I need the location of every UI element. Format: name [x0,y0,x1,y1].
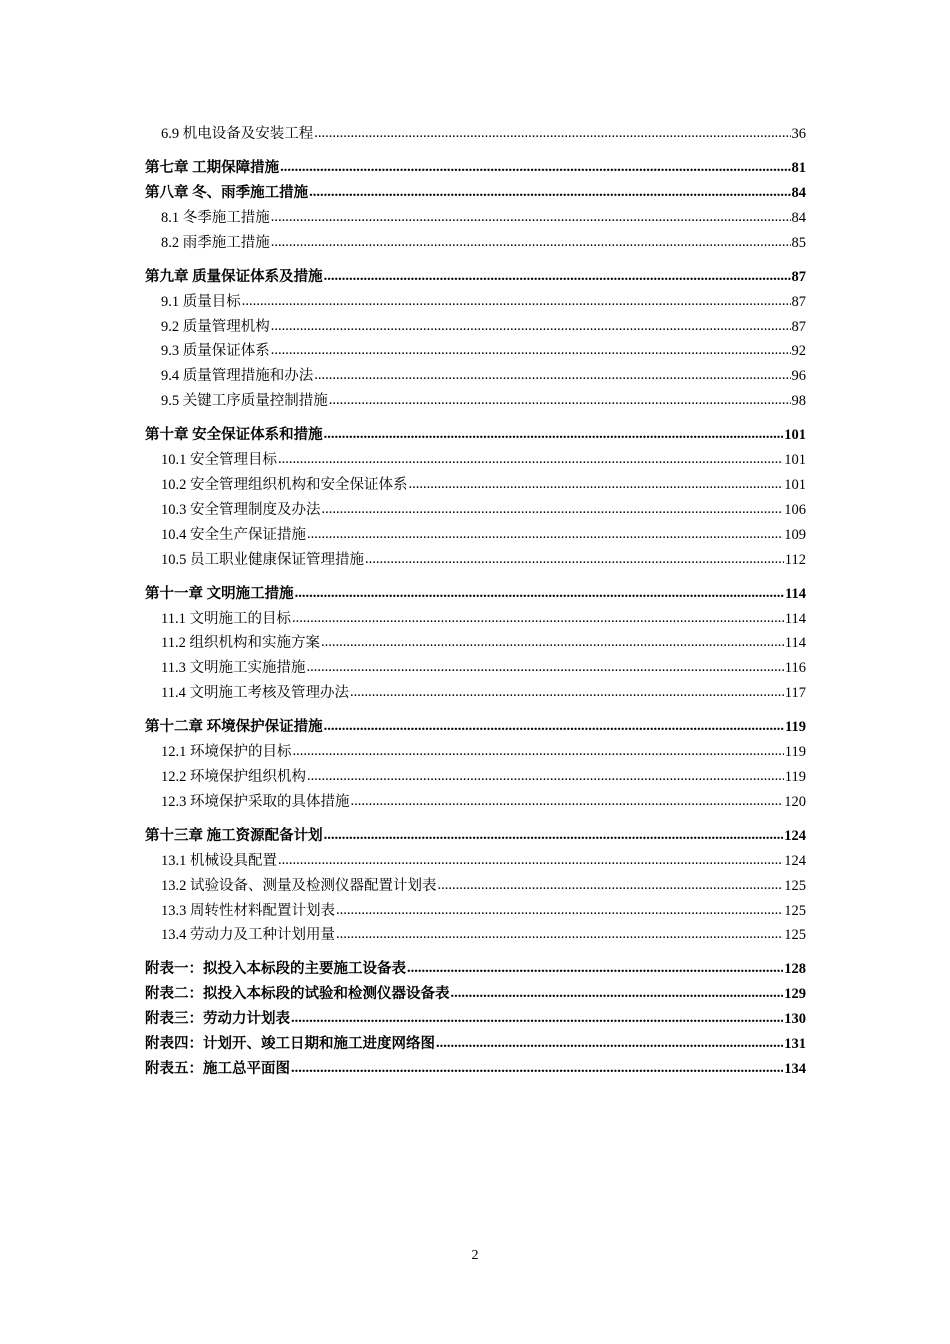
toc-entry-title: 13.2 试验设备、测量及检测仪器配置计划表 [161,877,437,894]
toc-chapter-entry[interactable] [145,1061,806,1077]
toc-entry-title: 第十三章 施工资源配备计划 [145,827,323,844]
toc-entry-page: 114 [784,610,806,627]
toc-entry-page: 101 [784,477,806,494]
toc-entry-page: 119 [784,744,806,761]
toc-entry-title: 第十二章 环境保护保证措施 [145,719,323,736]
dot-leader [324,828,784,840]
toc-entry-title: 第八章 冬、雨季施工措施 [145,184,309,201]
toc-entry-title: 10.3 安全管理制度及办法 [161,501,321,518]
dot-leader [438,878,784,890]
toc-entry-title: 10.2 安全管理组织机构和安全保证体系 [161,477,408,494]
toc-section-entry[interactable] [145,769,806,794]
toc-section-entry[interactable] [145,235,806,260]
toc-entry-title: 11.4 文明施工考核及管理办法 [161,685,349,702]
toc-entry-title: 附表五：施工总平面图 [145,1061,290,1078]
toc-entry-page: 85 [791,234,806,251]
toc-entry-page: 131 [784,1036,806,1053]
toc-section-entry[interactable] [145,611,806,636]
toc-entry-page: 98 [791,393,806,410]
toc-chapter-entry[interactable] [145,586,806,602]
toc-entry-page: 84 [791,209,806,226]
page-number: 2 [471,1248,479,1263]
dot-leader [407,961,783,973]
toc-section-entry[interactable] [145,685,806,710]
toc-chapter-entry[interactable] [145,160,806,176]
toc-entry-page: 87 [791,318,806,335]
dot-leader [314,368,790,380]
toc-entry-title: 9.1 质量目标 [161,293,241,310]
toc-entry-title: 附表三：劳动力计划表 [145,1011,290,1028]
dot-leader [324,427,784,439]
table-of-contents [145,126,806,1086]
toc-entry-title: 第七章 工期保障措施 [145,159,280,176]
toc-entry-page: 112 [784,551,806,568]
dot-leader [295,586,784,598]
toc-entry-title: 10.5 员工职业健康保证管理措施 [161,551,364,568]
toc-entry-title: 9.2 质量管理机构 [161,318,270,335]
toc-entry-page: 125 [784,902,806,919]
toc-section-entry[interactable] [145,794,806,819]
dot-leader [271,319,791,331]
toc-chapter-entry[interactable] [145,719,806,735]
dot-leader [351,794,784,806]
toc-entry-page: 119 [785,719,806,736]
dot-leader [336,927,783,939]
toc-entry-title: 12.3 环境保护采取的具体措施 [161,793,350,810]
toc-entry-title: 9.5 关键工序质量控制措施 [161,393,328,410]
toc-section-entry[interactable] [145,552,806,577]
toc-section-entry[interactable] [145,853,806,878]
toc-section-entry[interactable] [145,635,806,660]
toc-entry-title: 6.9 机电设备及安装工程 [161,126,314,142]
toc-entry-page: 119 [784,769,806,786]
toc-section-entry[interactable] [145,126,806,151]
toc-entry-page: 109 [784,526,806,543]
toc-entry-page: 128 [784,961,806,978]
toc-entry-page: 134 [784,1061,806,1078]
toc-entry-page: 87 [791,293,806,310]
toc-entry-page: 114 [785,585,806,602]
dot-leader [307,769,784,781]
toc-entry-title: 9.4 质量管理措施和办法 [161,368,314,385]
toc-chapter-entry[interactable] [145,828,806,844]
dot-leader [314,126,790,138]
toc-entry-title: 附表二：拟投入本标段的试验和检测仪器设备表 [145,986,450,1003]
toc-entry-title: 9.3 质量保证体系 [161,343,270,360]
toc-section-entry[interactable] [145,319,806,344]
toc-entry-page: 96 [791,368,806,385]
toc-chapter-entry[interactable] [145,185,806,201]
toc-entry-page: 101 [784,452,806,469]
toc-entry-title: 13.4 劳动力及工种计划用量 [161,927,335,944]
dot-leader [436,1036,783,1048]
toc-section-entry[interactable] [145,502,806,527]
dot-leader [291,1011,783,1023]
toc-entry-title: 第十章 安全保证体系和措施 [145,427,323,444]
dot-leader [306,660,783,672]
toc-entry-title: 12.2 环境保护组织机构 [161,769,306,786]
dot-leader [292,611,784,623]
toc-section-entry[interactable] [145,294,806,319]
toc-entry-page: 130 [784,1011,806,1028]
toc-entry-title: 11.1 文明施工的目标 [161,610,291,627]
toc-section-entry[interactable] [145,477,806,502]
dot-leader [309,185,790,197]
toc-entry-page: 120 [784,793,806,810]
toc-entry-page: 92 [791,343,806,360]
dot-leader [451,986,784,998]
dot-leader [278,452,783,464]
dot-leader [336,903,783,915]
dot-leader [365,552,784,564]
toc-entry-title: 13.1 机械设具配置 [161,852,277,869]
toc-entry-page: 124 [784,827,806,844]
toc-entry-page: 124 [784,852,806,869]
toc-entry-page: 87 [791,268,806,285]
dot-leader [409,477,784,489]
dot-leader [350,685,784,697]
dot-leader [329,393,791,405]
toc-entry-page: 101 [784,427,806,444]
toc-chapter-entry[interactable] [145,1011,806,1027]
toc-entry-page: 116 [784,660,806,677]
toc-section-entry[interactable] [145,903,806,928]
toc-entry-title: 12.1 环境保护的目标 [161,744,292,761]
toc-chapter-entry[interactable] [145,269,806,285]
dot-leader [293,744,784,756]
toc-section-entry[interactable] [145,393,806,418]
toc-entry-title: 附表四：计划开、竣工日期和施工进度网络图 [145,1036,435,1053]
toc-entry-title: 11.2 组织机构和实施方案 [161,635,320,652]
toc-section-entry[interactable] [145,452,806,477]
toc-chapter-entry[interactable] [145,427,806,443]
toc-section-entry[interactable] [145,744,806,769]
toc-entry-page: 84 [791,184,806,201]
toc-entry-title: 13.3 周转性材料配置计划表 [161,902,335,919]
dot-leader [291,1061,783,1073]
toc-entry-page: 81 [791,159,806,176]
toc-section-entry[interactable] [145,343,806,368]
toc-chapter-entry[interactable] [145,1036,806,1052]
toc-entry-title: 11.3 文明施工实施措施 [161,660,306,677]
toc-section-entry[interactable] [145,210,806,235]
dot-leader [242,294,791,306]
toc-entry-page: 36 [791,126,806,142]
toc-entry-title: 第十一章 文明施工措施 [145,585,294,602]
toc-chapter-entry[interactable] [145,961,806,977]
toc-entry-page: 125 [784,877,806,894]
toc-entry-page: 125 [784,927,806,944]
toc-entry-page: 129 [784,986,806,1003]
toc-section-entry[interactable] [145,527,806,552]
dot-leader [271,343,791,355]
dot-leader [280,160,790,172]
toc-entry-title: 第九章 质量保证体系及措施 [145,268,323,285]
dot-leader [278,853,783,865]
dot-leader [307,527,783,539]
toc-entry-title: 10.4 安全生产保证措施 [161,526,306,543]
toc-entry-title: 8.1 冬季施工措施 [161,209,270,226]
toc-section-entry[interactable] [145,368,806,393]
toc-section-entry[interactable] [145,878,806,903]
toc-entry-page: 106 [784,501,806,518]
dot-leader [322,502,784,514]
toc-entry-title: 8.2 雨季施工措施 [161,234,270,251]
dot-leader [321,635,784,647]
dot-leader [324,719,784,731]
toc-entry-page: 114 [784,635,806,652]
dot-leader [324,269,791,281]
toc-entry-page: 117 [784,685,806,702]
toc-entry-title: 附表一：拟投入本标段的主要施工设备表 [145,961,406,978]
toc-entry-title: 10.1 安全管理目标 [161,452,277,469]
toc-chapter-entry[interactable] [145,986,806,1002]
dot-leader [271,235,791,247]
toc-section-entry[interactable] [145,927,806,952]
toc-section-entry[interactable] [145,660,806,685]
dot-leader [271,210,791,222]
